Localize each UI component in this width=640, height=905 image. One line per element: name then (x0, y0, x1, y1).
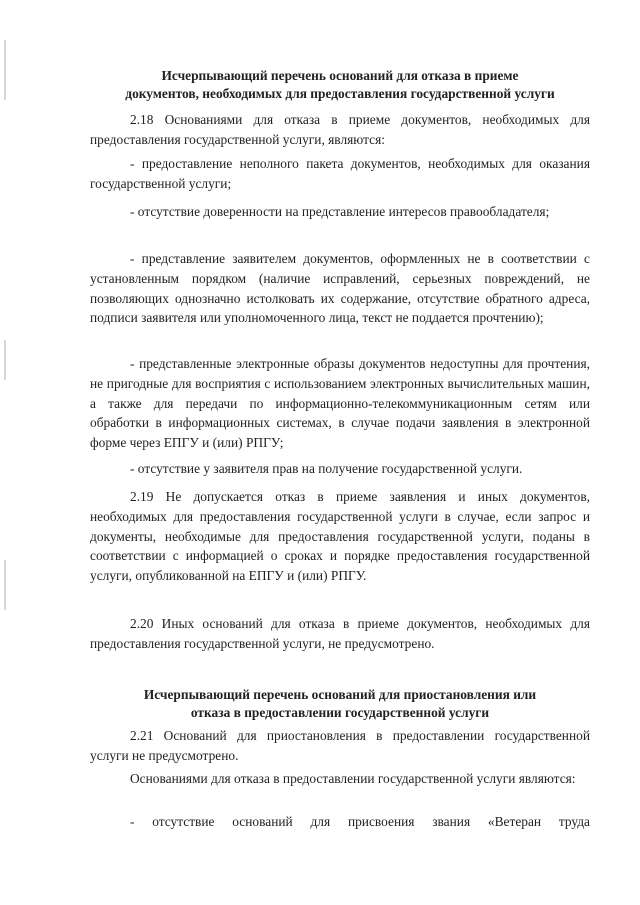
section1-heading-line1: Исчерпывающий перечень оснований для отказа в приеме (161, 68, 519, 83)
list-item: - представление заявителем документов, оформленных не в соответствии с установленным порядком (наличие исправлений, серьезных повреждений, не позволяющих однозначно истолковать их содержание, отсутствие обратного адреса, подписи заявителя или уполномоченного лица, текст не поддается прочтению); (90, 251, 590, 326)
section2-heading-line2: отказа в предоставлении государственной услуги (190, 705, 490, 720)
list-item: - отсутствие у заявителя прав на получение государственной услуги. (130, 461, 523, 476)
section1-heading (90, 67, 590, 103)
list-item: - представленные электронные образы документов недоступны для прочтения, не пригодные для восприятия с использованием электронных вычислительных машин, а также для передачи по информационно-телекоммуникационным сетям или обработки в информационных системах, в случае подачи заявления в электронной форме через ЕПГУ и (или) РПГУ; (90, 356, 590, 451)
section2-heading-line1: Исчерпывающий перечень оснований для приостановления или (143, 687, 537, 702)
paragraph-2-21: 2.21 Оснований для приостановления в предоставлении государственной услуги не предусмотрено. (90, 728, 590, 763)
list-item: - отсутствие доверенности на представление интересов правообладателя; (130, 204, 550, 219)
scan-edge-mark (4, 560, 6, 610)
list-item: - предоставление неполного пакета документов, необходимых для оказания государственной услуги; (90, 156, 590, 191)
section1-heading-line2: документов, необходимых для предоставления государственной услуги (125, 86, 555, 101)
paragraph-refusal: Основаниями для отказа в предоставлении государственной услуги являются: (130, 771, 576, 786)
scan-edge-mark (4, 340, 6, 380)
section2-heading (90, 686, 590, 722)
scan-edge-mark (4, 40, 6, 100)
paragraph-2-20: 2.20 Иных оснований для отказа в приеме документов, необходимых для предоставления государственной услуги, не предусмотрено. (90, 616, 590, 651)
paragraph-2-19: 2.19 Не допускается отказ в приеме заявления и иных документов, необходимых для предоставления государственной услуги в случае, если запрос и документы, необходимые для предоставления государственной услуги, поданы в соответствии с информацией о сроках и порядке предоставления государственной услуги, опубликованной на ЕПГУ и (или) РПГУ. (90, 489, 590, 584)
paragraph-2-18: 2.18 Основаниями для отказа в приеме документов, необходимых для предоставления государственной услуги, являются: (90, 112, 590, 147)
list-item: - отсутствие оснований для присвоения звания «Ветеран труда (130, 814, 590, 829)
